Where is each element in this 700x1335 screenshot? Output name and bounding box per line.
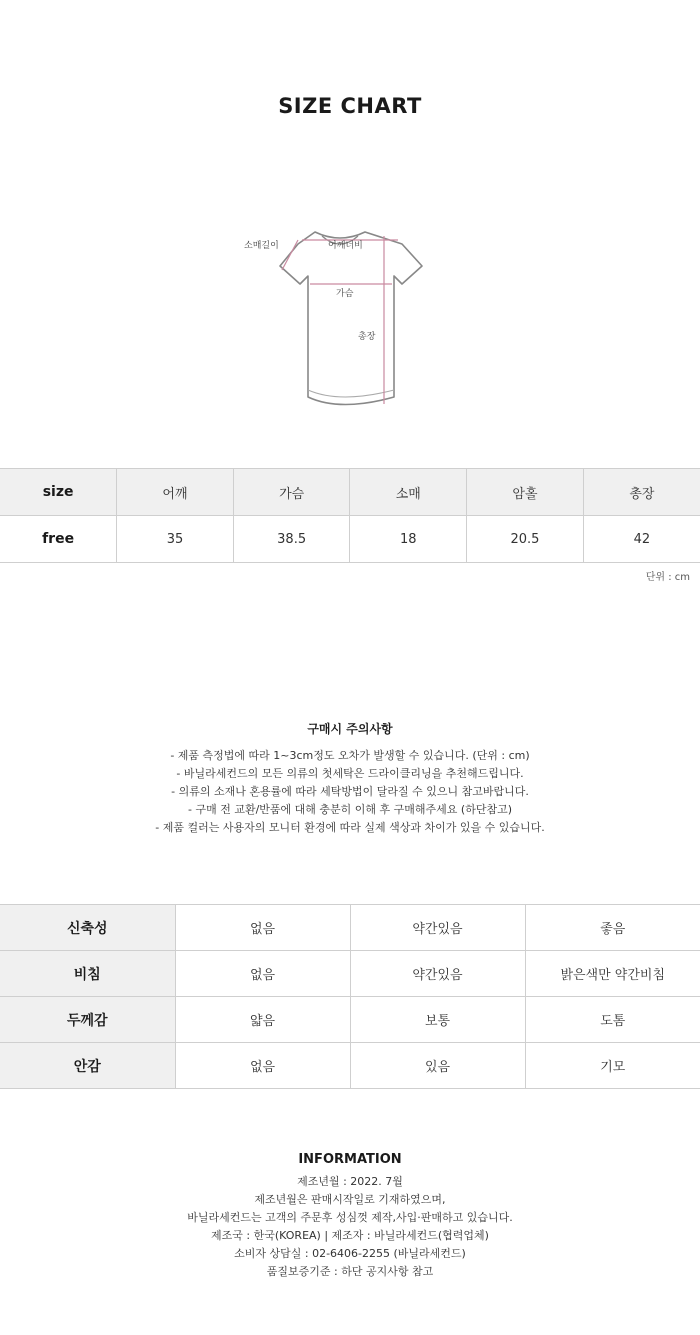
size-value-armhole: 20.5 [467, 516, 584, 563]
shoulder-width-label: 어깨너비 [328, 241, 363, 251]
size-value-length: 42 [583, 516, 700, 563]
attr-row-sheerness [0, 951, 700, 997]
information-line: 바닐라세컨드는 고객의 주문후 성심껏 제작,사입·판매하고 있습니다. [187, 1211, 513, 1224]
size-value-sleeve: 18 [350, 516, 467, 563]
attr-option: 없음 [175, 1043, 350, 1089]
purchase-notice [0, 720, 700, 837]
information-line: 제조국 : 한국(KOREA) | 제조자 : 바닐라세컨드(협력업체) [211, 1229, 489, 1242]
notice-line: - 제품 컬러는 사용자의 모니터 환경에 따라 실제 색상과 차이가 있을 수 있습니다. [155, 821, 545, 834]
attr-option: 약간있음 [350, 951, 525, 997]
total-length-label: 총장 [358, 332, 376, 342]
size-header-chest: 가슴 [233, 469, 350, 516]
notice-title: 구매시 주의사항 [307, 722, 393, 736]
information-section [0, 1152, 700, 1281]
attr-option: 밝은색만 약간비침 [525, 951, 700, 997]
attr-option: 좋음 [525, 905, 700, 951]
unit-note: 단위 : cm [645, 572, 690, 583]
sleeve-length-label: 소매길이 [244, 241, 279, 251]
size-header-shoulder: 어깨 [117, 469, 234, 516]
notice-line: - 바닐라세컨드의 모든 의류의 첫세탁은 드라이클리닝을 추천해드립니다. [176, 767, 524, 780]
information-line: 제조년월은 판매시작일로 기재하였으며, [254, 1193, 446, 1206]
tshirt-measurement-diagram [240, 222, 440, 412]
information-line: 소비자 상담실 : 02-6406-2255 (바닐라세컨드) [234, 1247, 466, 1260]
attr-option: 기모 [525, 1043, 700, 1089]
attr-label: 신축성 [0, 905, 175, 951]
attr-option: 도톰 [525, 997, 700, 1043]
notice-line: - 의류의 소재나 혼용률에 따라 세탁방법이 달라질 수 있으니 참고바랍니다. [171, 785, 529, 798]
attr-option: 약간있음 [350, 905, 525, 951]
notice-line: - 제품 측정법에 따라 1~3cm정도 오차가 발생할 수 있습니다. (단위 : cm) [170, 749, 530, 762]
size-header-armhole: 암홀 [467, 469, 584, 516]
attr-row-thickness [0, 997, 700, 1043]
size-value-chest: 38.5 [233, 516, 350, 563]
attr-option: 없음 [175, 951, 350, 997]
chest-label: 가슴 [336, 289, 354, 299]
attr-option: 없음 [175, 905, 350, 951]
size-header-sleeve: 소매 [350, 469, 467, 516]
attr-label: 안감 [0, 1043, 175, 1089]
information-title: INFORMATION [298, 1152, 402, 1167]
tshirt-hem-line [308, 390, 394, 397]
attr-row-lining [0, 1043, 700, 1089]
size-header-size: size [0, 469, 117, 516]
information-line: 품질보증기준 : 하단 공지사항 참고 [266, 1265, 434, 1278]
notice-line: - 구매 전 교환/반품에 대해 충분히 이해 후 구매해주세요 (하단참고) [187, 803, 512, 816]
size-table-row [0, 516, 700, 563]
size-value-shoulder: 35 [117, 516, 234, 563]
sleeve-measure-line [282, 240, 298, 270]
attr-label: 두께감 [0, 997, 175, 1043]
page-title: SIZE CHART [278, 94, 422, 118]
attr-label: 비침 [0, 951, 175, 997]
fabric-attribute-table [0, 904, 700, 1089]
attr-option: 보통 [350, 997, 525, 1043]
size-table-header-row [0, 469, 700, 516]
size-table [0, 468, 700, 563]
size-header-length: 총장 [583, 469, 700, 516]
tshirt-diagram-svg [240, 222, 440, 412]
size-value-size: free [0, 516, 117, 563]
information-line: 제조년월 : 2022. 7월 [297, 1175, 403, 1188]
tshirt-outline [280, 232, 422, 405]
attr-option: 있음 [350, 1043, 525, 1089]
attr-option: 얇음 [175, 997, 350, 1043]
attr-row-stretch [0, 905, 700, 951]
